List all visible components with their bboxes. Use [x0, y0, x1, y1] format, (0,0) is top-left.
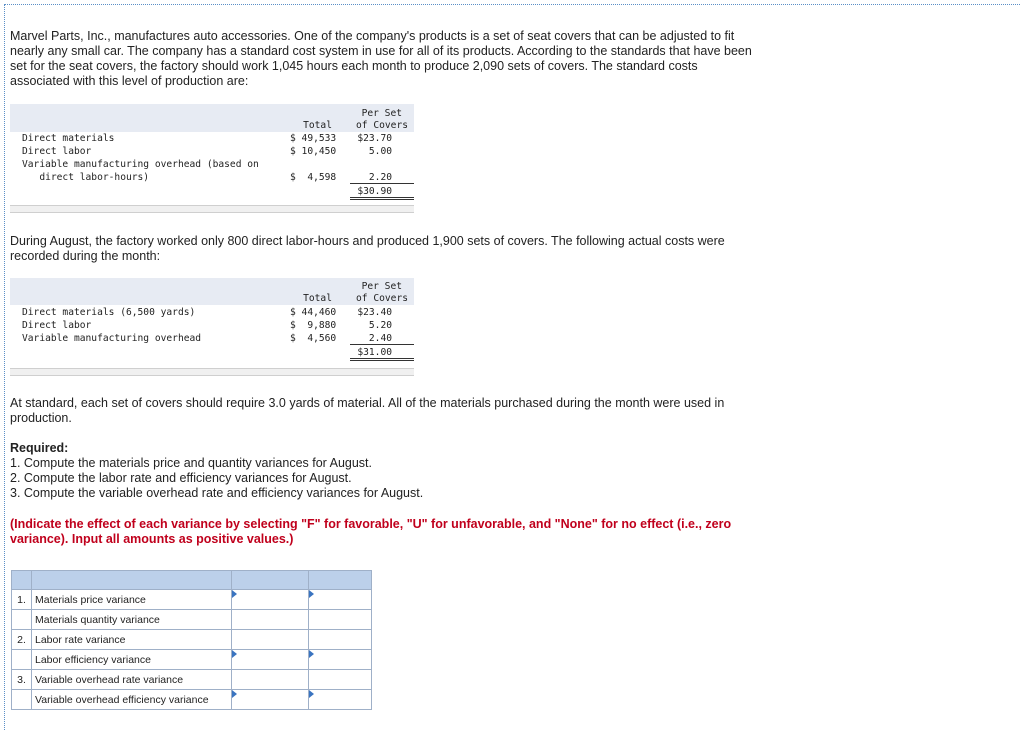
effect-select-cell: [309, 630, 372, 650]
row-label: Labor efficiency variance: [32, 650, 232, 670]
standard-line: At standard, each set of covers should require 3.0 yards of material. All of the materials purchased during the month were used in: [10, 396, 725, 410]
amount-input[interactable]: [232, 611, 308, 629]
amount-input[interactable]: [232, 671, 308, 689]
col-header-total: Total: [303, 120, 332, 131]
row-total: $ 10,450: [290, 146, 337, 157]
instruction-text: [10, 517, 731, 547]
amount-input-cell: [232, 630, 309, 650]
table-footer-bar: [10, 368, 414, 376]
required-item: 2. Compute the labor rate and efficiency variances for August.: [10, 471, 352, 485]
row-number: 1.: [12, 590, 32, 610]
intro-line: Marvel Parts, Inc., manufactures auto accessories. One of the company's products is a set of seat covers that can be adjusted to fit: [10, 29, 735, 43]
col-header-per-set: Per Set: [361, 108, 402, 119]
caret-icon: [309, 650, 314, 658]
row-number: 3.: [12, 670, 32, 690]
row-label: Labor rate variance: [32, 630, 232, 650]
col-header-total: Total: [303, 293, 332, 304]
row-label: Direct materials: [22, 133, 115, 144]
instruction-line: (Indicate the effect of each variance by selecting "F" for favorable, "U" for unfavorable, and "None" for no effect (i.e., zero: [10, 517, 732, 531]
actual-cost-table: [10, 278, 414, 378]
amount-input[interactable]: [232, 631, 308, 649]
effect-select-cell: [309, 610, 372, 630]
table-row: [12, 610, 372, 630]
caret-icon: [232, 690, 237, 698]
effect-select-cell: [309, 690, 372, 710]
august-line: recorded during the month:: [10, 249, 161, 263]
table-row: [12, 630, 372, 650]
effect-select[interactable]: [309, 691, 371, 709]
caret-icon: [232, 650, 237, 658]
standard-line: production.: [10, 411, 72, 425]
row-number: [12, 650, 32, 670]
row-label: Variable manufacturing overhead (based on: [22, 159, 259, 170]
effect-select[interactable]: [309, 591, 371, 609]
row-total: $ 44,460: [290, 307, 337, 318]
per-set-total: [350, 347, 414, 361]
row-number: [12, 610, 32, 630]
table-row: [12, 670, 372, 690]
amount-input[interactable]: [232, 691, 308, 709]
row-label: Direct labor: [22, 146, 92, 157]
row-total: $ 9,880: [290, 320, 337, 331]
row-per-set: $23.40: [357, 307, 392, 318]
intro-line: nearly any small car. The company has a standard cost system in use for all of its products. According to the standards that have been: [10, 44, 752, 58]
august-line: During August, the factory worked only 800 direct labor-hours and produced 1,900 sets of covers. The following actual costs were: [10, 234, 725, 248]
intro-line: associated with this level of production are:: [10, 74, 249, 88]
effect-select[interactable]: [309, 631, 371, 649]
row-per-set: [350, 333, 414, 345]
effect-select-cell: [309, 670, 372, 690]
table-footer-bar: [10, 205, 414, 213]
table-row: [12, 690, 372, 710]
col-header-of-covers: of Covers: [356, 293, 408, 304]
per-set-value: 2.20: [368, 172, 392, 183]
row-number: [12, 690, 32, 710]
amount-input-cell: [232, 590, 309, 610]
per-set-total: [350, 186, 414, 200]
row-label: Variable overhead efficiency variance: [32, 690, 232, 710]
amount-input-cell: [232, 650, 309, 670]
frame-border-left: [4, 4, 5, 730]
required-label: Required:: [10, 441, 69, 455]
effect-select[interactable]: [309, 651, 371, 669]
intro-paragraph: [10, 29, 752, 89]
row-number: 2.: [12, 630, 32, 650]
answer-table-header: [12, 571, 372, 590]
required-item: 3. Compute the variable overhead rate and efficiency variances for August.: [10, 486, 424, 500]
per-set-value: 2.40: [368, 333, 392, 344]
required-section: [10, 441, 423, 501]
row-total: $ 4,598: [290, 172, 337, 183]
amount-input-cell: [232, 690, 309, 710]
answer-table: [11, 570, 372, 710]
effect-select-cell: [309, 650, 372, 670]
row-label: Direct materials (6,500 yards): [22, 307, 196, 318]
col-header-of-covers: of Covers: [356, 120, 408, 131]
per-set-total-value: $30.90: [357, 186, 392, 197]
amount-input-cell: [232, 610, 309, 630]
row-per-set: 5.20: [368, 320, 392, 331]
row-per-set: $23.70: [357, 133, 392, 144]
caret-icon: [232, 590, 237, 598]
effect-select-cell: [309, 590, 372, 610]
row-label: Materials quantity variance: [32, 610, 232, 630]
table-row: [12, 590, 372, 610]
caret-icon: [309, 690, 314, 698]
instruction-line: variance). Input all amounts as positive values.): [10, 532, 294, 546]
per-set-total-value: $31.00: [357, 347, 392, 358]
row-label: Direct labor: [22, 320, 92, 331]
effect-select[interactable]: [309, 611, 371, 629]
table-row: [12, 650, 372, 670]
row-per-set: [350, 172, 414, 184]
caret-icon: [309, 590, 314, 598]
standard-cost-table: [10, 104, 414, 215]
standard-paragraph: [10, 396, 724, 426]
amount-input-cell: [232, 670, 309, 690]
effect-select[interactable]: [309, 671, 371, 689]
row-label: Variable overhead rate variance: [32, 670, 232, 690]
intro-line: set for the seat covers, the factory should work 1,045 hours each month to produce 2,090 sets of covers. The standard costs: [10, 59, 698, 73]
row-total: $ 4,560: [290, 333, 337, 344]
row-label: Variable manufacturing overhead: [22, 333, 202, 344]
row-per-set: 5.00: [368, 146, 392, 157]
frame-border-top: [4, 4, 1020, 5]
row-label: direct labor-hours): [22, 172, 150, 183]
amount-input[interactable]: [232, 651, 308, 669]
amount-input[interactable]: [232, 591, 308, 609]
col-header-per-set: Per Set: [361, 281, 402, 292]
august-paragraph: [10, 234, 725, 264]
row-label: Materials price variance: [32, 590, 232, 610]
required-item: 1. Compute the materials price and quantity variances for August.: [10, 456, 372, 470]
row-total: $ 49,533: [290, 133, 337, 144]
